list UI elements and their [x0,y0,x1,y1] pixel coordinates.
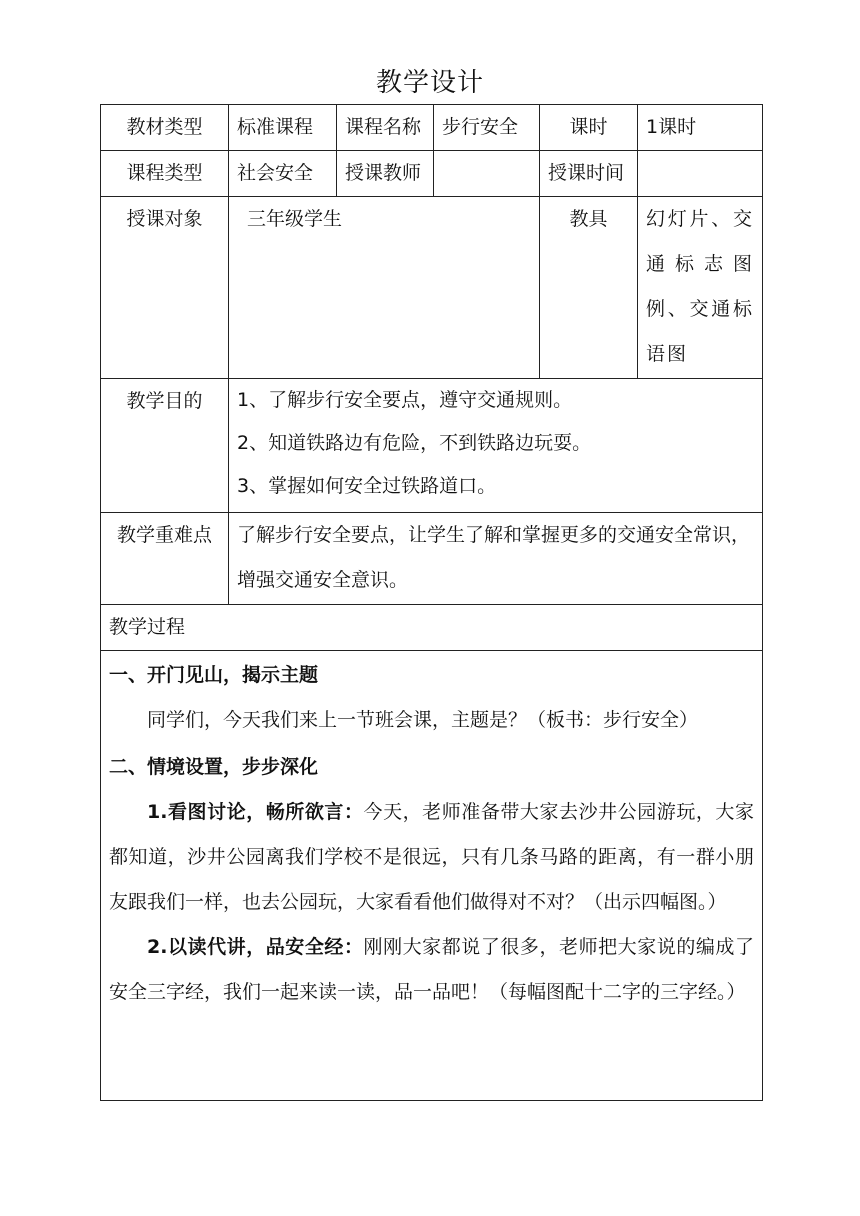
process-label: 教学过程 [101,605,763,651]
course-type-label: 课程类型 [101,151,229,197]
material-type-label: 教材类型 [101,105,229,151]
table-row [101,105,763,151]
step-text: 刚刚大家都说了很多，老师把大家说的编成了安全三字经，我们一起来读一读，品一品吧！（每幅图配十二字的三字经。） [109,936,754,1003]
table-row [101,605,763,651]
section-paragraph: 同学们，今天我们来上一节班会课，主题是？（板书：步行安全） [147,709,699,731]
tools-label: 教具 [540,197,638,379]
course-type-value: 社会安全 [229,151,337,197]
tools-value: 幻灯片、交通标志图例、交通标语图 [638,197,763,379]
goals-list [229,379,763,513]
audience-value: 三年级学生 [229,197,540,379]
time-value [638,151,763,197]
table-row [101,379,763,513]
goal-item: 2、知道铁路边有危险，不到铁路边玩耍。 [237,432,592,454]
section-title: 二、情境设置，步步深化 [109,756,319,778]
goal-item: 1、了解步行安全要点，遵守交通规则。 [237,389,573,411]
material-type-value: 标准课程 [229,105,337,151]
step-paragraph [109,790,754,925]
step-lead: 2.以读代讲，品安全经： [147,936,364,958]
table-row [101,651,763,1101]
course-name-value: 步行安全 [434,105,540,151]
lesson-plan-table [100,104,763,1101]
process-content [101,651,763,1101]
teacher-label: 授课教师 [337,151,434,197]
audience-label: 授课对象 [101,197,229,379]
periods-value: 1课时 [638,105,763,151]
teacher-value [434,151,540,197]
step-text: 今天，老师准备带大家去沙井公园游玩，大家都知道，沙井公园离我们学校不是很远，只有几条马路的距离，有一群小朋友跟我们一样，也去公园玩，大家看看他们做得对不对？（出示四幅图。） [109,801,754,913]
page-title: 教学设计 [375,68,484,98]
step-lead: 1.看图讨论，畅所欲言： [147,801,364,823]
step-paragraph [109,925,754,1015]
goal-item: 3、掌握如何安全过铁路道口。 [237,475,497,497]
time-label: 授课时间 [540,151,638,197]
course-name-label: 课程名称 [337,105,434,151]
table-row [101,513,763,605]
key-points-label: 教学重难点 [101,513,229,605]
goals-label: 教学目的 [101,379,229,513]
table-row [101,151,763,197]
periods-label: 课时 [540,105,638,151]
section-title: 一、开门见山，揭示主题 [109,664,319,686]
table-row [101,197,763,379]
key-points-text: 了解步行安全要点，让学生了解和掌握更多的交通安全常识，增强交通安全意识。 [229,513,763,605]
